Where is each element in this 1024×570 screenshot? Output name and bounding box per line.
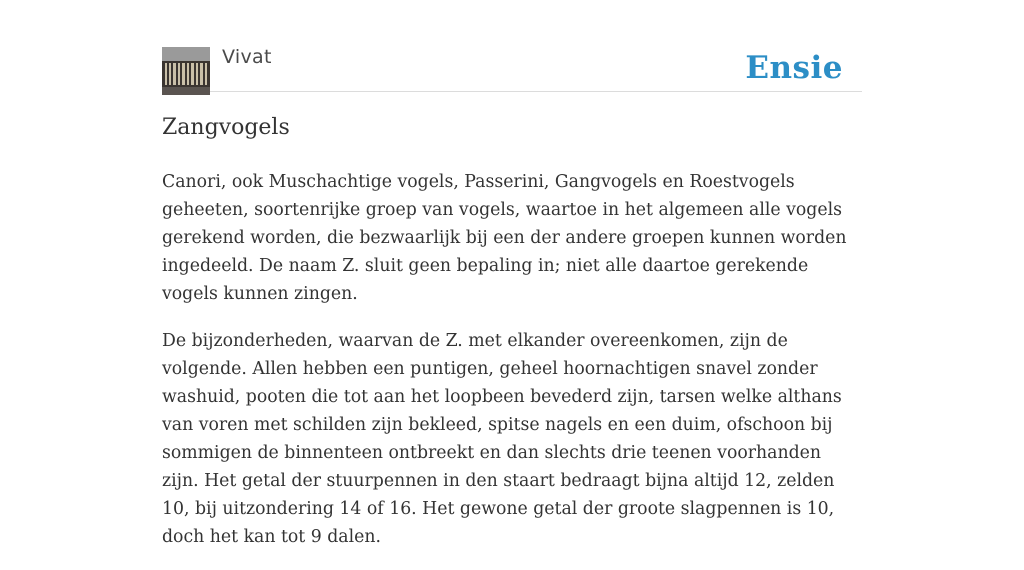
- source-name[interactable]: Vivat: [222, 46, 272, 68]
- brand-logo[interactable]: Ensie: [745, 50, 843, 86]
- article-paragraph: De bijzonderheden, waarvan de Z. met elkander overeenkomen, zijn de volgende. Allen hebben een puntigen, geheel hoornachtigen snavel zonder washuid, pooten die tot aan het loopbeen bevederd zijn, tarsen welke althans van voren met schilden zijn bekleed, spitse nagels en een duim, ofschoon bij sommigen de binnenteen ontbreekt en dan slechts drie teenen voorhanden zijn. Het getal der stuurpennen in den staart bedraagt bijna altijd 12, zelden 10, bij uitzondering 14 of 16. Het gewone getal der groote slagpennen is 10, doch het kan tot 9 dalen.: [162, 331, 842, 547]
- article-title: Zangvogels: [162, 115, 290, 140]
- source-avatar[interactable]: [162, 47, 210, 95]
- source-header: [162, 46, 862, 92]
- article-body: [162, 168, 862, 570]
- article-paragraph: Canori, ook Muschachtige vogels, Passerini, Gangvogels en Roestvogels geheeten, soortenrijke groep van vogels, waartoe in het algemeen alle vogels gerekend worden, die bezwaarlijk bij een der andere groepen kunnen worden ingedeeld. De naam Z. sluit geen bepaling in; niet alle daartoe gerekende vogels kunnen zingen.: [162, 172, 847, 304]
- book-spines-image: [162, 47, 210, 95]
